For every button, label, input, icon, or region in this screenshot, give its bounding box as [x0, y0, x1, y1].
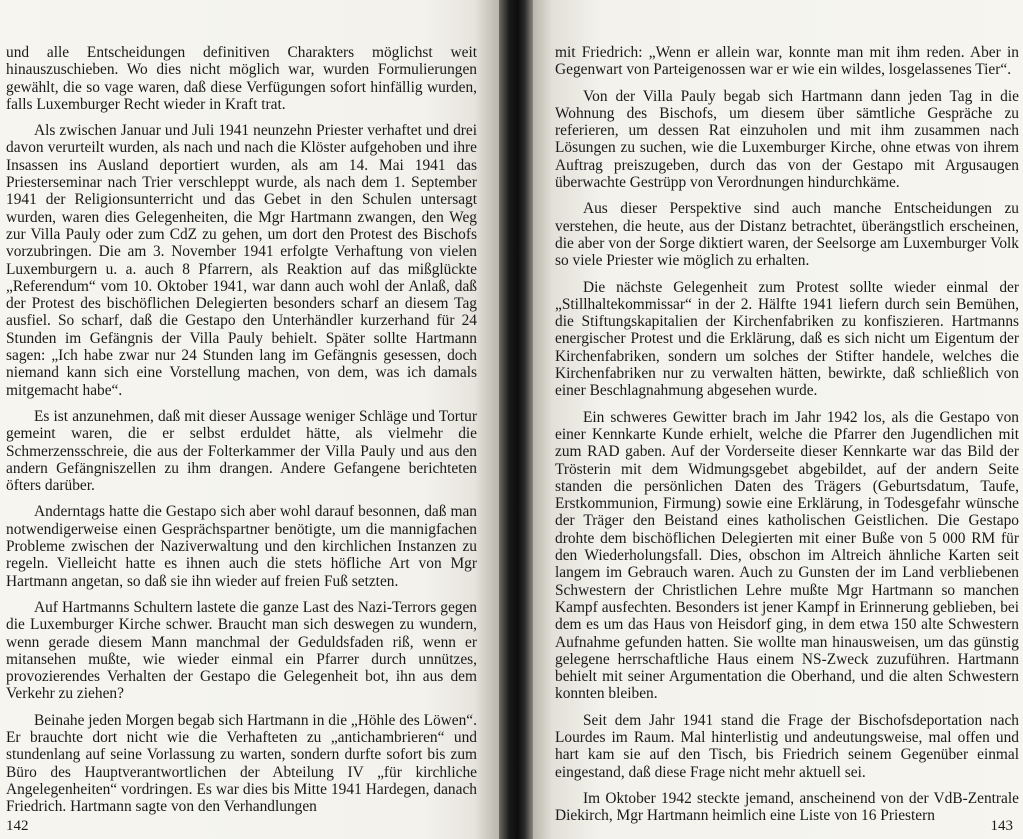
left-paragraph-5: Auf Hartmanns Schultern lastete die ganze Last des Nazi-Terrors gegen die Luxemburger Kirche schwer. Braucht man sich deswegen zu wundern, wenn gerade diesem Mann manchmal der Geduldsfaden riß, wenn er mitansehen mußte, wie wieder einmal ein Pfarrer durch unnützes, provozierendes Verhalten der Gestapo die Gelegenheit bot, ihn aus dem Verkehr zu ziehen? [6, 598, 477, 703]
right-paragraph-2: Von der Villa Pauly begab sich Hartmann dann jeden Tag in die Wohnung des Bischofs, um diesem über sämtliche Gespräche zu referieren, um dessen Rat einzuholen und mit ihm zusammen nach Lösungen zu suchen, wie die Luxemburger Kirche, ohne etwas von ihrem Auftrag preiszugeben, durch das von der Gestapo mit Argusaugen überwachte Gestrüpp von Verordnungen hindurchkäme. [555, 87, 1019, 192]
left-paragraph-6: Beinahe jeden Morgen begab sich Hartmann in die „Höhle des Löwen“. Er brauchte dort nicht wie die Verhafteten zu „antichambrieren“ und stundenlang auf seine Vorlassung zu warten, sondern durfte sofort bis zum Büro des Hauptverantwortlichen der Abteilung IV „für kirchliche Angelegenheiten“ vordringen. Es war dies bis Mitte 1941 Hardegen, danach Friedrich. Hartmann sagte von den Verhandlungen [6, 711, 477, 816]
right-paragraph-4: Die nächste Gelegenheit zum Protest sollte wieder einmal der „Stillhaltekommissar“ in der 2. Hälfte 1941 liefern durch sein Bemühen, die Stiftungskapitalien der Kirchenfabriken zu konfiszieren. Hartmanns energischer Protest und die Erklärung, daß es sich nicht um Eigentum der Kirchenfabriken, sondern um solches der Stifter handele, welches die Kirchenfabriken nur zu verwalten hätten, bewirkte, daß schließlich von einer Beschlagnahmung abgesehen wurde. [555, 278, 1019, 400]
right-paragraph-3: Aus dieser Perspektive sind auch manche Entscheidungen zu verstehen, die heute, aus der Distanz betrachtet, überängstlich erscheinen, die aber von der Sorge diktiert waren, der Seelsorge am Luxemburger Volk so viele Priester wie möglich zu erhalten. [555, 200, 1019, 270]
left-paragraph-4: Anderntags hatte die Gestapo sich aber wohl darauf besonnen, daß man notwendigerweise einen Gesprächspartner benötigte, um die mannigfachen Probleme zwischen der Naziverwaltung und den kirchlichen Instanzen zu regeln. Vielleicht hatte es ihnen auch die stets höfliche Art von Mgr Hartmann angetan, so daß sie ihn wieder auf freien Fuß setzten. [6, 503, 477, 590]
left-page-number: 142 [6, 818, 29, 834]
left-paragraph-1: und alle Entscheidungen definitiven Charakters möglichst weit hinauszuschieben. Wo dies nicht möglich war, wurden Formulierungen gewählt, die so vage waren, daß diese Verfügungen sofort hinfällig wurden, falls Luxemburger Recht wieder in Kraft trat. [6, 44, 477, 113]
book-gutter [499, 0, 533, 839]
left-paragraph-3: Es ist anzunehmen, daß mit dieser Aussage weniger Schläge und Tortur gemeint waren, die er selbst erduldet hätte, als vielmehr die Schmerzensschreie, die aus der Folterkammer der Villa Pauly und aus den andern Gefängniszellen zu ihm drangen. Andere Gefangene berichteten öfters darüber. [6, 407, 477, 495]
right-page [533, 0, 1023, 839]
left-page [0, 0, 499, 839]
right-paragraph-5: Ein schweres Gewitter brach im Jahr 1942 los, als die Gestapo von einer Kennkarte Kunde erhielt, welche die Pfarrer den Jugendlichen mit zum RAD gaben. Auf der Vorderseite dieser Kennkarte war das Bild der Trösterin mit dem Widmungsgebet abgebildet, auf der andern Seite standen die persönlichen Daten des Trägers (Geburtsdatum, Taufe, Erstkommunion, Firmung) sowie eine Erklärung, in Todesgefahr wünsche der Träger den Beistand eines katholischen Geistlichen. Die Gestapo drohte dem bischöflichen Delegierten mit einer Buße von 5 000 RM für den Wiederholungsfall. Dies, obschon im Altreich ähnliche Karten seit langem im Gebrauch waren. Auch zu Gunsten der im Land verbliebenen Schwestern der Christlichen Lehre mußte Mgr Hartmann so manchen Kampf ausfechten. Besonders ist jener Kampf in Erinnerung geblieben, bei dem es um das Haus von Heisdorf ging, in dem etwa 150 alte Schwestern Aufnahme gefunden hatten. Sie wollte man hinausweisen, um das günstig gelegene herrschaftliche Haus einem NS-Zweck zuzuführen. Hartmann behielt mit seiner Argumentation die Oberhand, und die alten Schwestern konnten bleiben. [555, 408, 1019, 703]
right-paragraph-7: Im Oktober 1942 steckte jemand, anscheinend von der VdB-Zentrale Diekirch, Mgr Hartmann heimlich eine Liste von 16 Priestern [555, 789, 1019, 825]
right-page-number: 143 [990, 818, 1013, 834]
right-paragraph-1: mit Friedrich: „Wenn er allein war, konnte man mit ihm reden. Aber in Gegenwart von Parteigenossen war er wie ein wildes, losgelassenes Tier“. [555, 44, 1019, 79]
right-paragraph-6: Seit dem Jahr 1941 stand die Frage der Bischofsdeportation nach Lourdes im Raum. Mal hinterlistig und andeutungsweise, mal offen und hart kam sie auf den Tisch, bis Friedrich seinem Gegenüber einmal eingestand, daß diese Frage nicht mehr aktuell sei. [555, 711, 1019, 781]
left-paragraph-2: Als zwischen Januar und Juli 1941 neunzehn Priester verhaftet und drei davon verurteilt wurden, als nach und nach die Klöster aufgehoben und ihre Insassen ins Ausland deportiert wurden, als am 14. Mai 1941 das Priesterseminar nach Trier verschleppt wurde, als nach dem 1. September 1941 der Religionsunterricht und das Gebet in den Schulen untersagt wurden, waren dies Gelegenheiten, die Mgr Hartmann zwangen, den Weg zur Villa Pauly oder zum CdZ zu gehen, um dort den Protest des Bischofs vorzubringen. Die am 3. November 1941 erfolgte Verhaftung von vielen Luxemburgern u. a. auch 8 Pfarrern, als Reaktion auf das mißglückte „Referendum“ vom 10. Oktober 1941, war dann auch wohl der Anlaß, daß der Protest des bischöflichen Delegierten besonders scharf an diesem Tag ausfiel. So scharf, daß die Gestapo den Unterhändler kurzerhand für 24 Stunden im Gefängnis der Villa Pauly behielt. Später sollte Hartmann sagen: „Ich habe zwar nur 24 Stunden lang im Gefängnis gesessen, doch niemand kann sich eine Vorstellung machen, von dem, was ich damals mitgemacht habe“. [6, 122, 477, 399]
